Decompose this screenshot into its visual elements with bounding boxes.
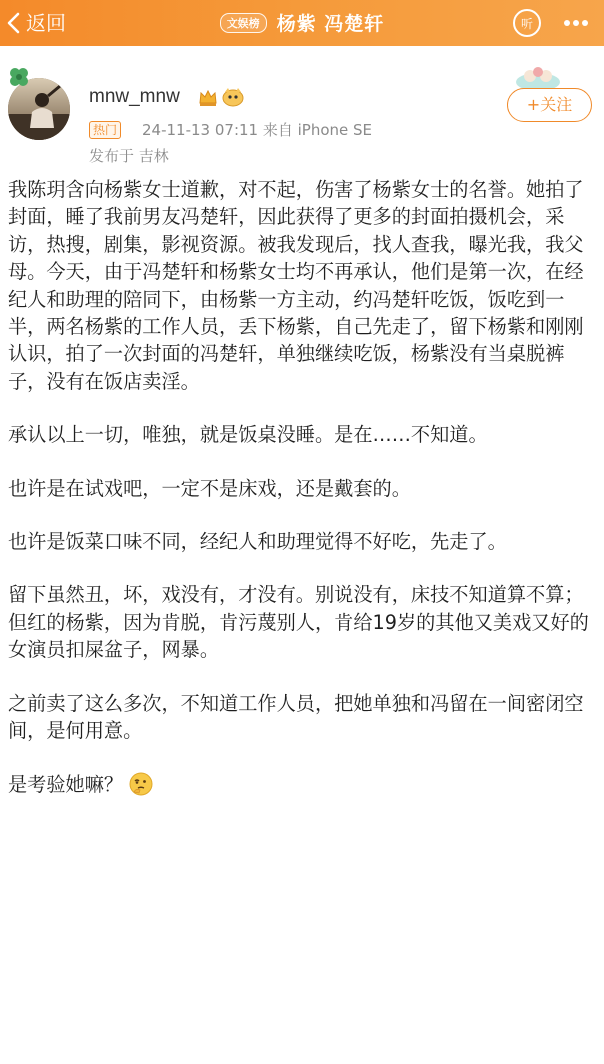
thinking-face-emoji-icon [129,772,153,796]
more-dots-icon [562,10,590,36]
post-paragraph: 我陈玥含向杨紫女士道歉，对不起，伤害了杨紫女士的名誉。她拍了封面，睡了我前男友冯楚轩，因此获得了更多的封面拍摄机会，采访，热搜，剧集，影视资源。被我发现后，找人查我，曝光我，我父母。今天，由于冯楚轩和杨紫女士均不再承认，他们是第一次，在经纪人和助理的陪同下，由杨紫一方主动，约冯楚轩吃饭，饭吃到一半，两名杨紫的工作人员，丢下杨紫，自己先走了，留下杨紫和刚刚认识，拍了一次封面的冯楚轩，单独继续吃饭，杨紫没有当桌脱裤子，没有在饭店卖淫。 [8,178,584,393]
hot-badge: 热门 [89,121,121,139]
post-paragraph-last [8,771,598,798]
follow-button[interactable]: +关注 [507,88,592,122]
post-location: 发布于 吉林 [89,147,169,165]
post-body [8,176,598,798]
username[interactable]: mnw_mnw [89,86,180,107]
page-title: 杨紫 冯楚轩 [276,13,385,35]
post-paragraph-text: 是考验她嘛？ [8,772,124,796]
post-paragraph: 留下虽然丑，坏，戏没有，才没有。别说没有，床技不知道算不算；但红的杨紫，因为肯脱，肯污蔑别人，肯给19岁的其他又美戏又好的女演员扣屎盆子，网暴。 [8,583,589,662]
listen-label: 听 [520,17,534,31]
top-bar [0,0,604,46]
post-paragraph: 也许是饭菜口味不同，经纪人和助理觉得不好吃，先走了。 [8,530,507,554]
listen-button[interactable] [512,8,542,38]
post-paragraph: 承认以上一切，唯独，就是饭桌没睡。是在……不知道。 [8,423,488,447]
post-paragraph: 之前卖了这么多次，不知道工作人员，把她单独和冯留在一间密闭空间，是何用意。 [8,691,584,743]
more-button[interactable] [562,10,590,36]
clover-badge-icon [8,66,30,88]
back-label: 返回 [26,11,66,35]
post-paragraph: 也许是在试戏吧，一定不是床戏，还是戴套的。 [8,476,411,500]
crown-icon [198,88,218,108]
post-meta: 24-11-13 07:11 来自 iPhone SE [142,121,373,139]
ranking-tag: 文娱榜 [220,13,267,33]
pet-badge-icon [221,86,245,108]
headphone-icon [512,8,542,38]
